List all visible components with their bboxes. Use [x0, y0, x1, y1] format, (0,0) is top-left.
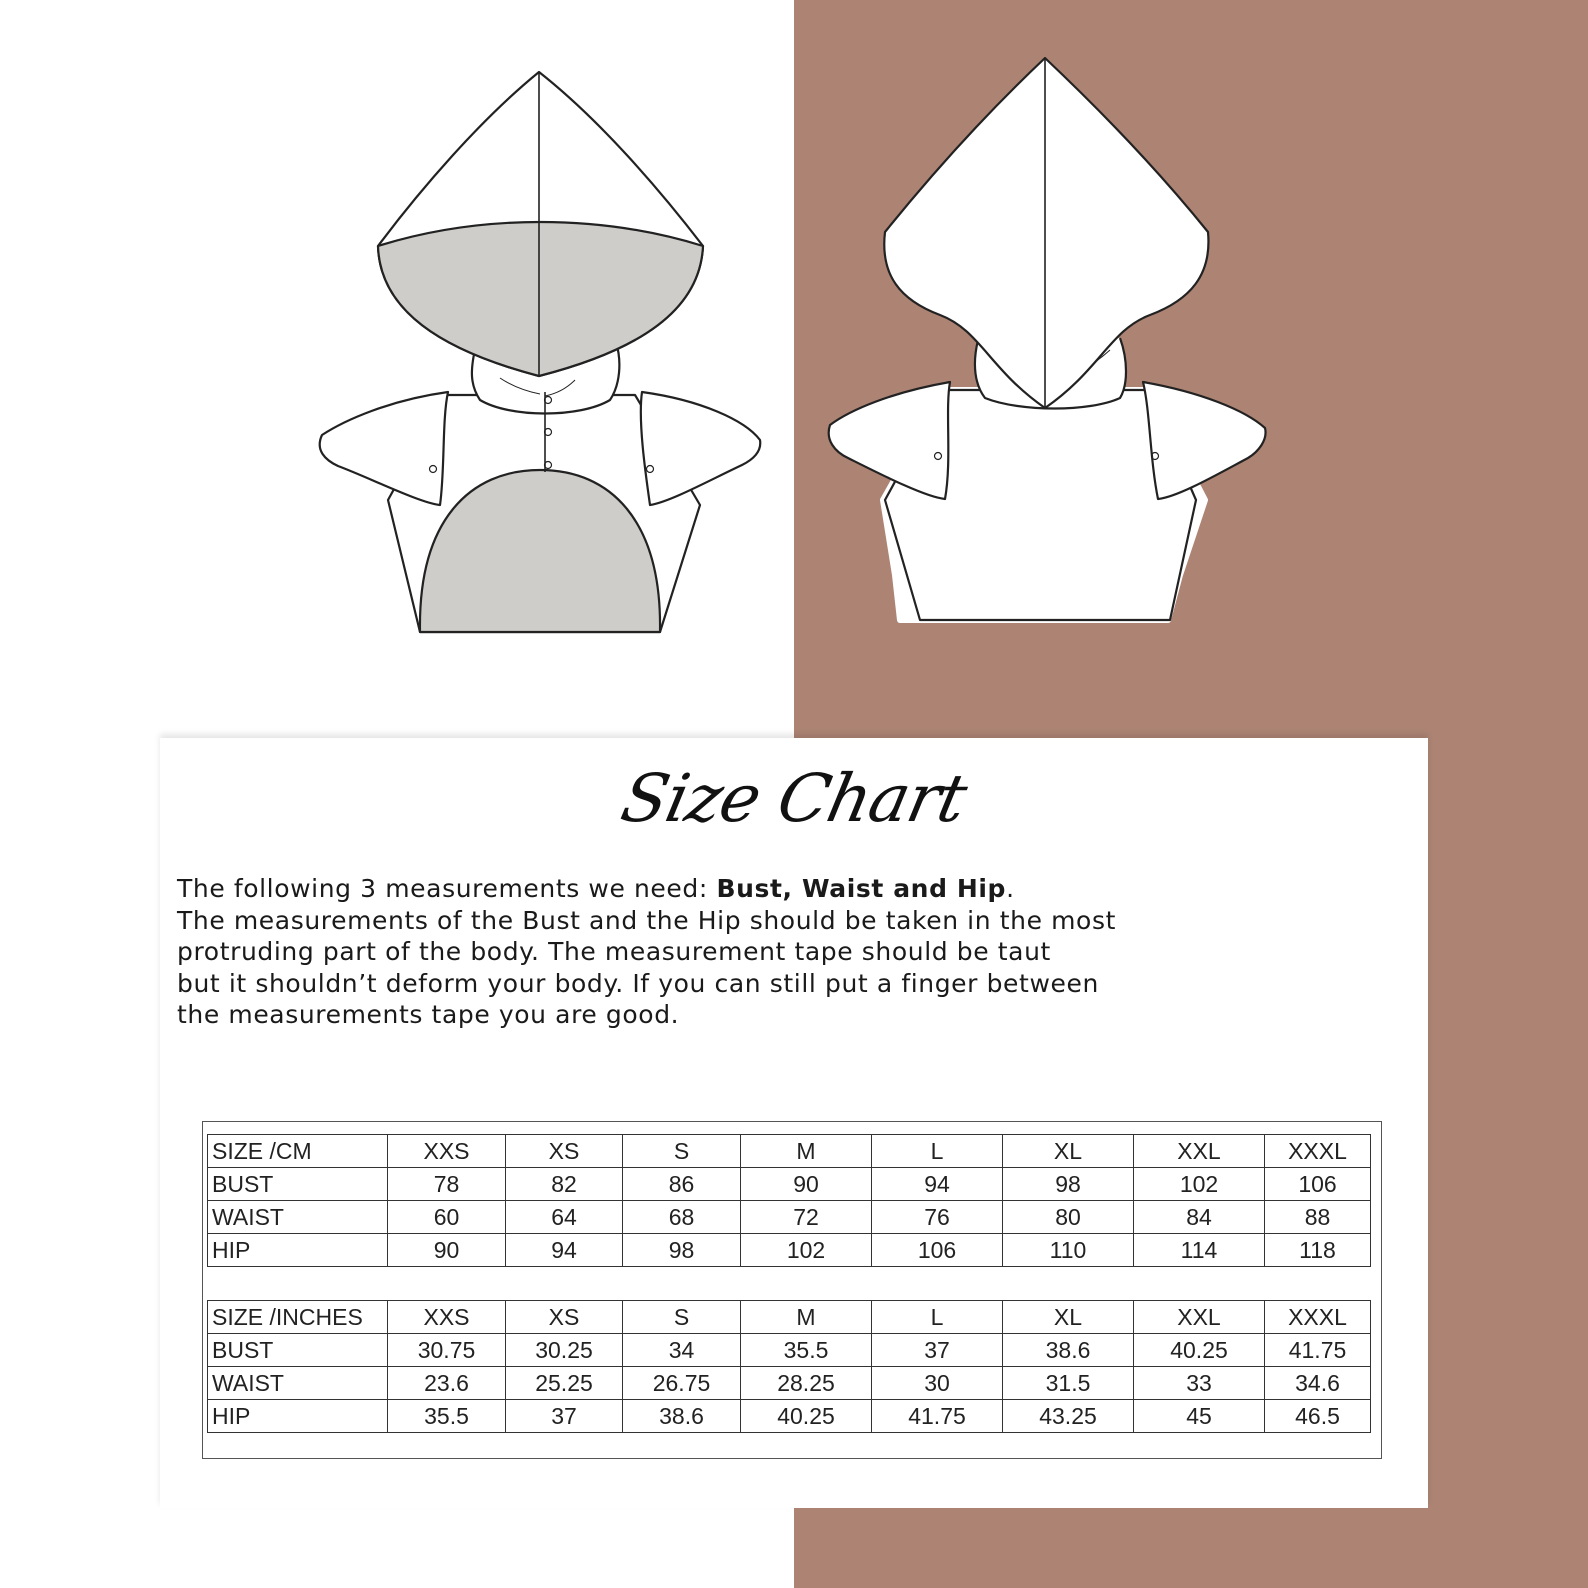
table-cell: XXL [1134, 1135, 1265, 1168]
table-cell: 86 [623, 1168, 741, 1201]
table-cell: 30.75 [388, 1334, 506, 1367]
table-cell: 34 [623, 1334, 741, 1367]
table-cell: 37 [872, 1334, 1003, 1367]
table-cell: 37 [506, 1400, 623, 1433]
table-cell: 40.25 [741, 1400, 872, 1433]
table-cell: 33 [1134, 1367, 1265, 1400]
table-cell: S [623, 1135, 741, 1168]
garment-sketches [0, 0, 1588, 740]
instructions-line-2: The measurements of the Bust and the Hip should be taken in the most [177, 905, 1116, 935]
table-cell: HIP [208, 1234, 388, 1267]
table-cell: HIP [208, 1400, 388, 1433]
table-row [208, 1234, 1371, 1267]
measurement-instructions [177, 873, 1337, 1031]
table-cell: 78 [388, 1168, 506, 1201]
table-cell: 106 [1265, 1168, 1371, 1201]
table-cell: M [741, 1135, 872, 1168]
table-row [208, 1334, 1371, 1367]
table-cell: 31.5 [1003, 1367, 1134, 1400]
table-header-row [208, 1301, 1371, 1334]
instructions-line-4: but it shouldn’t deform your body. If you can still put a finger between [177, 968, 1099, 998]
table-cell: 98 [623, 1234, 741, 1267]
table-cell: XXXL [1265, 1135, 1371, 1168]
table-cell: 102 [1134, 1168, 1265, 1201]
table-cell: S [623, 1301, 741, 1334]
table-header-row [208, 1135, 1371, 1168]
table-cell: WAIST [208, 1367, 388, 1400]
table-cell: 102 [741, 1234, 872, 1267]
table-cell: 35.5 [741, 1334, 872, 1367]
table-cell: 80 [1003, 1201, 1134, 1234]
table-cell: 41.75 [872, 1400, 1003, 1433]
table-cell: WAIST [208, 1201, 388, 1234]
table-cell: XL [1003, 1301, 1134, 1334]
table-cell: 38.6 [623, 1400, 741, 1433]
table-cell: 76 [872, 1201, 1003, 1234]
table-cell: 26.75 [623, 1367, 741, 1400]
table-cell: 94 [506, 1234, 623, 1267]
table-cell: 90 [741, 1168, 872, 1201]
table-cell: BUST [208, 1168, 388, 1201]
table-cell: 35.5 [388, 1400, 506, 1433]
table-cell: SIZE /INCHES [208, 1301, 388, 1334]
table-cell: 60 [388, 1201, 506, 1234]
table-cell: XS [506, 1301, 623, 1334]
table-cell: 110 [1003, 1234, 1134, 1267]
table-cell: 43.25 [1003, 1400, 1134, 1433]
table-cell: 25.25 [506, 1367, 623, 1400]
table-cell: 68 [623, 1201, 741, 1234]
instructions-line-5: the measurements tape you are good. [177, 1000, 680, 1029]
table-cell: 38.6 [1003, 1334, 1134, 1367]
table-cell: 98 [1003, 1168, 1134, 1201]
table-cell: BUST [208, 1334, 388, 1367]
table-cell: 114 [1134, 1234, 1265, 1267]
table-cell: XXXL [1265, 1301, 1371, 1334]
size-chart-panel [160, 738, 1428, 1508]
table-cell: M [741, 1301, 872, 1334]
table-cell: 84 [1134, 1201, 1265, 1234]
table-cell: 118 [1265, 1234, 1371, 1267]
table-cell: 90 [388, 1234, 506, 1267]
table-cell: 41.75 [1265, 1334, 1371, 1367]
table-cell: 34.6 [1265, 1367, 1371, 1400]
table-cell: 88 [1265, 1201, 1371, 1234]
table-row [208, 1168, 1371, 1201]
table-cell: L [872, 1135, 1003, 1168]
table-cell: 23.6 [388, 1367, 506, 1400]
size-table-inches [207, 1300, 1371, 1433]
table-cell: 45 [1134, 1400, 1265, 1433]
back-view-sketch [829, 58, 1266, 620]
table-cell: 28.25 [741, 1367, 872, 1400]
table-cell: XL [1003, 1135, 1134, 1168]
table-cell: 64 [506, 1201, 623, 1234]
instructions-line-1-end: . [1006, 874, 1015, 903]
table-row [208, 1201, 1371, 1234]
instructions-line-1-text: The following 3 measurements we need: [177, 874, 717, 903]
instructions-emphasis: Bust, Waist and Hip [716, 874, 1007, 903]
table-cell: 30.25 [506, 1334, 623, 1367]
table-cell: 40.25 [1134, 1334, 1265, 1367]
table-cell: XS [506, 1135, 623, 1168]
instructions-line-1 [177, 873, 1337, 905]
table-cell: 72 [741, 1201, 872, 1234]
table-cell: 94 [872, 1168, 1003, 1201]
instructions-line-3: protruding part of the body. The measurement tape should be taut [177, 937, 1051, 966]
table-cell: 30 [872, 1367, 1003, 1400]
table-row [208, 1367, 1371, 1400]
table-row [208, 1400, 1371, 1433]
table-cell: XXS [388, 1301, 506, 1334]
table-cell: 82 [506, 1168, 623, 1201]
table-cell: 106 [872, 1234, 1003, 1267]
table-cell: 46.5 [1265, 1400, 1371, 1433]
front-view-sketch [320, 72, 761, 632]
table-cell: SIZE /CM [208, 1135, 388, 1168]
size-chart-title: Size Chart [615, 760, 973, 837]
table-cell: XXL [1134, 1301, 1265, 1334]
table-cell: XXS [388, 1135, 506, 1168]
table-cell: L [872, 1301, 1003, 1334]
size-table-cm [207, 1134, 1371, 1267]
